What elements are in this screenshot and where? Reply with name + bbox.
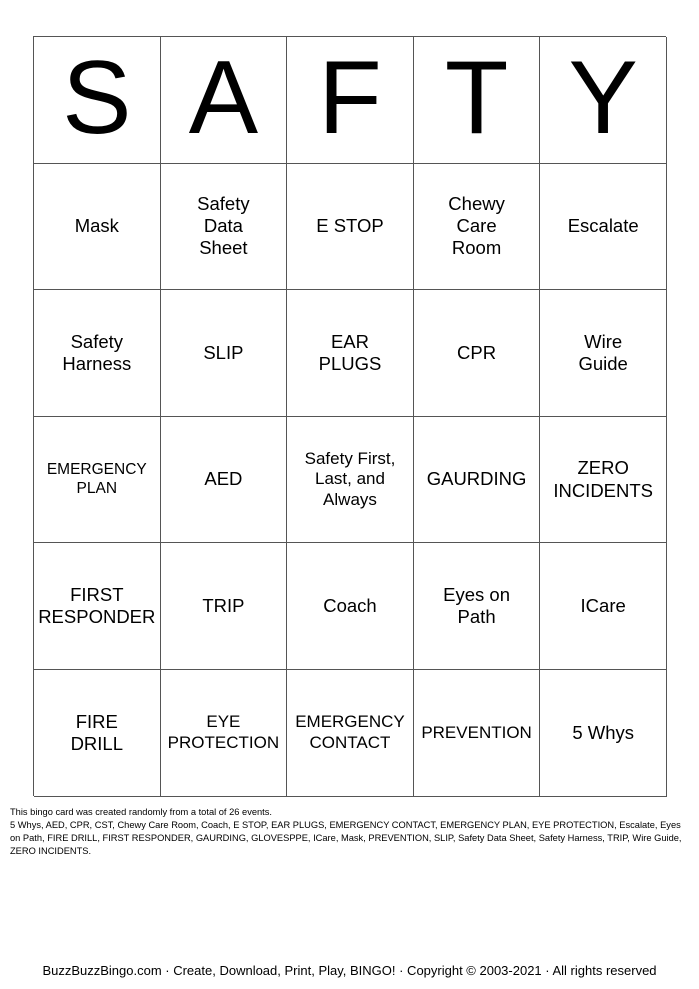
header-row <box>34 37 666 164</box>
bingo-square <box>540 290 667 417</box>
square-label: GAURDING <box>426 468 527 490</box>
bingo-square <box>161 543 288 670</box>
bingo-square <box>34 670 161 797</box>
square-label: EMERGENCY CONTACT <box>295 712 405 752</box>
bingo-square <box>540 543 667 670</box>
bingo-square <box>161 164 288 291</box>
square-label: CPR <box>457 341 497 363</box>
bingo-square <box>540 670 667 797</box>
square-label: SLIP <box>203 341 244 363</box>
square-label: 5 Whys <box>572 721 635 743</box>
bingo-square <box>161 290 288 417</box>
bingo-square <box>540 417 667 544</box>
bingo-square <box>287 164 414 291</box>
square-label: AED <box>204 468 243 490</box>
square-label: Escalate <box>567 215 639 237</box>
bingo-square <box>34 290 161 417</box>
bingo-square <box>161 670 288 797</box>
card-notes <box>10 806 690 858</box>
bingo-square <box>34 417 161 544</box>
bingo-square <box>287 670 414 797</box>
square-label: Coach <box>323 595 377 617</box>
square-label: Safety First, Last, and Always <box>304 448 396 509</box>
bingo-square <box>414 290 541 417</box>
bingo-square <box>414 670 541 797</box>
square-label: Eyes on Path <box>443 583 510 628</box>
header-letter-s: S <box>34 37 161 164</box>
bingo-square <box>161 417 288 544</box>
square-label: PREVENTION <box>421 722 532 742</box>
card-row-4 <box>34 543 666 670</box>
card-row-5 <box>34 670 666 797</box>
header-letter-f: F <box>287 37 414 164</box>
bingo-square <box>414 417 541 544</box>
square-label: FIRE DRILL <box>70 710 124 754</box>
square-label: Mask <box>74 215 119 237</box>
square-label: ZERO INCIDENTS <box>553 457 654 501</box>
bingo-square <box>34 164 161 291</box>
notes-events-list: 5 Whys, AED, CPR, CST, Chewy Care Room, Coach, E STOP, EAR PLUGS, EMERGENCY CONTACT, EMERGENCY PLAN, EYE PROTECTION, Escalate, Eyes on Path, FIRE DRILL, FIRST RESPONDER, GAURDING, GLOVESPPE, ICare, Mask, PREVENTION, SLIP, Safety Data Sheet, Safety Harness, TRIP, Wire Guide, ZERO INCIDENTS. <box>10 820 682 857</box>
header-letter-a: A <box>161 37 288 164</box>
square-label: E STOP <box>316 215 384 237</box>
square-label: EMERGENCY PLAN <box>46 460 147 497</box>
square-label: Wire Guide <box>578 330 628 374</box>
square-label: Chewy Care Room <box>448 193 505 259</box>
square-label: FIRST RESPONDER <box>38 583 156 628</box>
card-row-1 <box>34 164 666 291</box>
card-row-3 <box>34 417 666 544</box>
header-letter-y: Y <box>540 37 667 164</box>
square-label: TRIP <box>202 595 245 617</box>
bingo-square <box>540 164 667 291</box>
header-letter-t: T <box>414 37 541 164</box>
square-label: Safety Harness <box>62 330 132 374</box>
bingo-square <box>287 417 414 544</box>
bingo-card <box>33 36 666 796</box>
bingo-square <box>414 164 541 291</box>
notes-intro: This bingo card was created randomly from a total of 26 events. <box>10 807 272 817</box>
bingo-square <box>287 290 414 417</box>
bingo-square <box>414 543 541 670</box>
square-label: Safety Data Sheet <box>197 193 250 259</box>
square-label: EYE PROTECTION <box>167 712 280 752</box>
site-footer: BuzzBuzzBingo.com · Create, Download, Print, Play, BINGO! · Copyright © 2003-2021 · All rights reserved <box>42 963 657 978</box>
bingo-square <box>34 543 161 670</box>
bingo-square <box>287 543 414 670</box>
square-label: EAR PLUGS <box>318 330 382 374</box>
card-row-2 <box>34 290 666 417</box>
square-label: ICare <box>580 595 626 617</box>
